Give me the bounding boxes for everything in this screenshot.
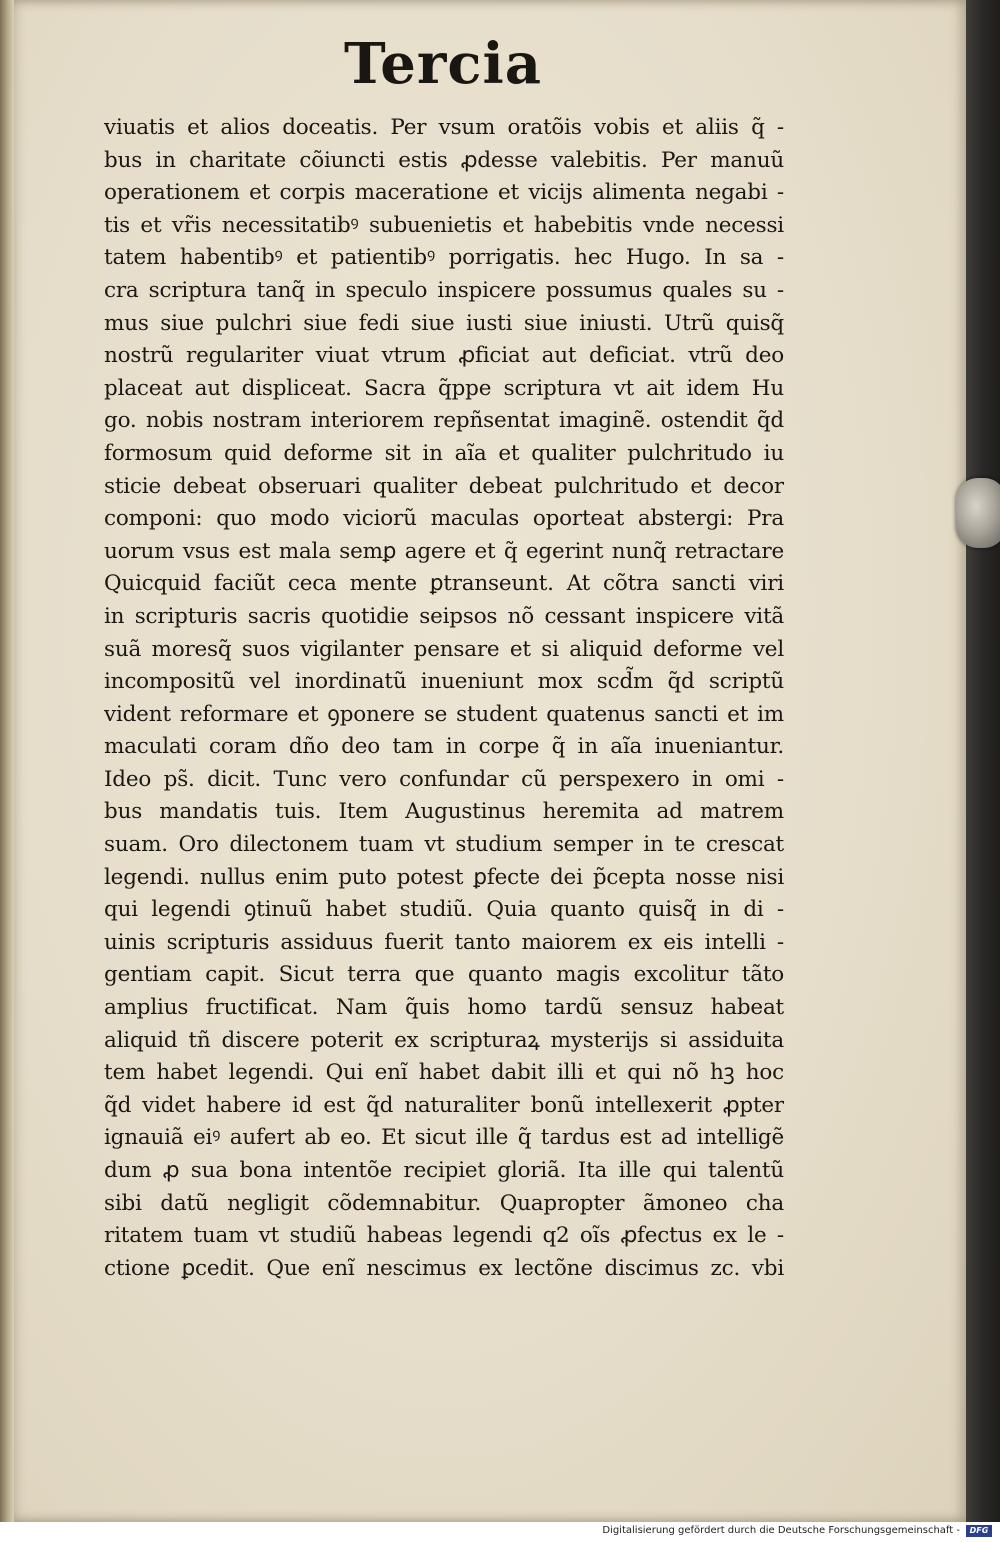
text-line: mus siue pulchri siue fedi siue iusti siue iniusti. Utrũ quisq̃ [104,310,784,336]
text-line: tis et vr̃is necessitatibꝰ subuenietis et habebitis vnde necessi [104,212,784,238]
text-line: ritatem tuam vt studiũ habeas legendi q2 oĩs ꝓfectus ex le - [104,1223,784,1249]
text-line: cra scriptura tanq̃ in speculo inspicere possumus quales su - [104,277,784,303]
text-line: gentiam capit. Sicut terra que quanto magis excolitur tãto [104,962,784,988]
dfg-logo-icon: DFG [966,1525,992,1537]
text-line: ctione ꝑcedit. Que enĩ nescimus ex lectõne discimus zc. vbi [104,1255,784,1281]
text-line: sibi datũ negligit cõdemnabitur. Quapropter ãmoneo cha [104,1190,784,1216]
text-line: aliquid tñ discere poterit ex scripturaꝝ mysterijs si assiduita [104,1027,784,1053]
text-line: dum ꝓ sua bona intentõe recipiet gloriã. Ita ille qui talentũ [104,1158,784,1183]
text-block [104,112,784,1285]
text-line: in scripturis sacris quotidie seipsos nõ cessant inspicere vitã [104,603,784,629]
text-line: formosum quid deforme sit in aĩa et qualiter pulchritudo iu [104,440,784,466]
text-line: sticie debeat obseruari qualiter debeat pulchritudo et decor [104,473,784,499]
text-line: uorum vsus est mala semꝑ agere et q̃ egerint nunq̃ retractare [104,538,784,564]
text-line: incompositũ vel inordinatũ inueniunt mox scd̃m q̃d scriptũ [104,669,784,695]
text-line: qui legendi ꝯtinuũ habet studiũ. Quia quanto quisq̃ in di - [104,897,784,923]
text-line: Quicquid faciũt ceca mente ꝑtranseunt. At cõtra sancti viri [104,571,784,597]
text-line: Ideo ps̃. dicit. Tunc vero confundar cũ perspexero in omi - [104,766,784,792]
text-line: vident reformare et ꝯponere se student quatenus sancti et im [104,701,784,727]
text-line: nostrũ regulariter viuat vtrum ꝓficiat aut deficiat. vtrũ deo [104,343,784,369]
text-line: ignauiã eiꝰ aufert ab eo. Et sicut ille q̃ tardus est ad intelligẽ [104,1125,784,1151]
text-line: componi: quo modo viciorũ maculas oporteat abstergi: Pra [104,506,784,532]
text-line: bus mandatis tuis. Item Augustinus heremita ad matrem [104,799,784,825]
text-line: legendi. nullus enim puto potest ꝑfecte dei p̃cepta nosse nisi [104,864,784,890]
text-line: suã moresq̃ suos vigilanter pensare et si aliquid deforme vel [104,636,784,662]
text-line: suam. Oro dilectonem tuam vt studium semper in te crescat [104,832,784,858]
text-line: bus in charitate cõiuncti estis ꝓdesse valebitis. Per manuũ [104,147,784,173]
text-line: maculati coram dño deo tam in corpe q̃ in aĩa inueniantur. [104,734,784,760]
text-line: q̃d videt habere id est q̃d naturaliter bonũ intellexerit ꝓpter [104,1092,784,1118]
book-page [8,0,966,1522]
text-line: go. nobis nostram interiorem repñsentat imaginẽ. ostendit q̃d [104,408,784,434]
page-header: Tercia [343,31,543,97]
text-line: tatem habentibꝰ et patientibꝰ porrigatis. hec Hugo. In sa - [104,245,784,271]
text-line: operationem et corpis maceratione et vicijs alimenta negabi - [104,180,784,206]
text-line: placeat aut displiceat. Sacra q̃ppe scriptura vt ait idem Hu [104,375,784,401]
book-clasp [956,478,1000,548]
text-line: viuatis et alios doceatis. Per vsum oratõis vobis et aliis q̃ - [104,115,784,140]
text-line: amplius fructificat. Nam q̃uis homo tardũ sensuz habeat [104,995,784,1021]
text-line: uinis scripturis assiduus fuerit tanto maiorem ex eis intelli - [104,929,784,955]
page-gutter-shadow [0,0,14,1522]
text-line: tem habet legendi. Qui enĩ habet dabit illi et qui nõ hꝫ hoc [104,1060,784,1086]
footer-credit: Digitalisierung gefördert durch die Deutsche Forschungsgemeinschaft - [602,1525,960,1536]
